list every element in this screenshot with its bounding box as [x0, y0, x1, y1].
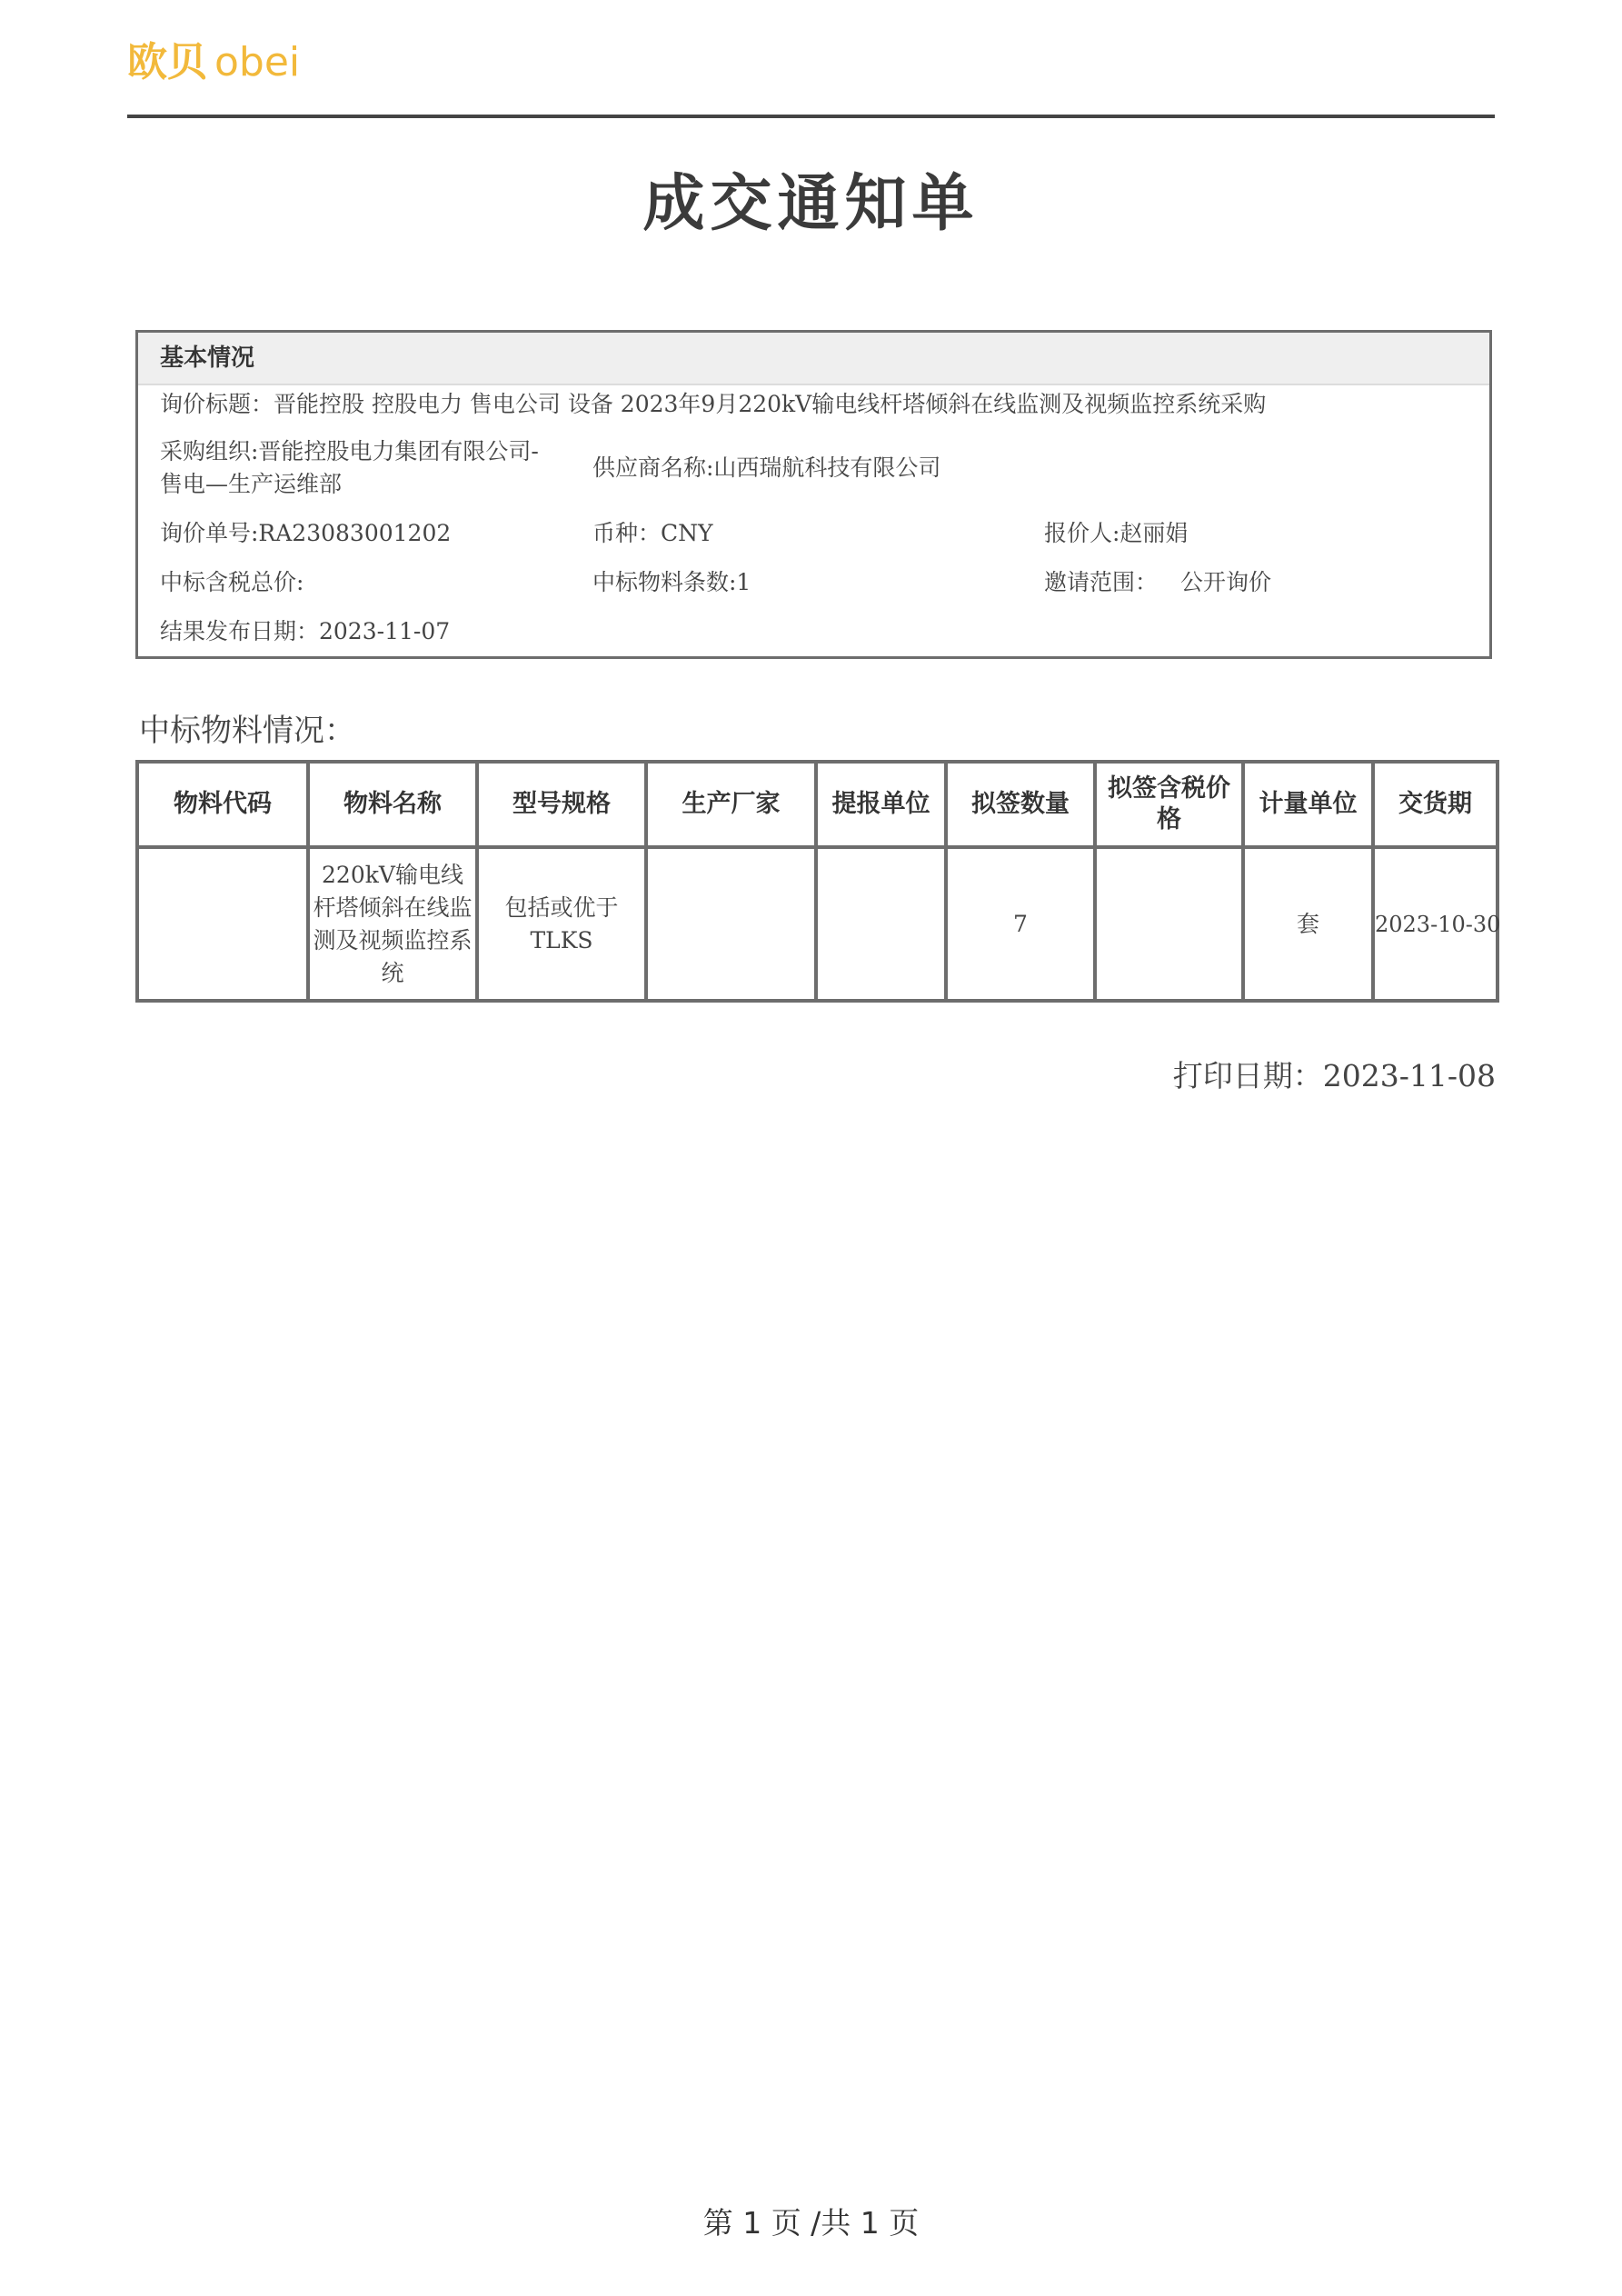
invite-scope-value: 公开询价 — [1180, 569, 1272, 595]
materials-table — [135, 760, 1499, 1003]
column-header: 型号规格 — [477, 762, 646, 847]
publish-date: 结果发布日期：2023-11-07 — [160, 618, 451, 644]
delivery-date-cell: 2023-10-30 — [1373, 847, 1498, 1001]
total-price: 中标含税总价: — [160, 569, 304, 595]
currency: 币种：CNY — [592, 520, 713, 546]
supplier-name: 供应商名称:山西瑞航科技有限公司 — [592, 454, 941, 481]
quoter: 报价人:赵丽娟 — [1044, 520, 1189, 546]
print-date: 打印日期：2023-11-08 — [1172, 1058, 1496, 1093]
obei-logo — [127, 33, 318, 87]
column-header: 生产厂家 — [646, 762, 816, 847]
column-header: 物料代码 — [137, 762, 308, 847]
item-count: 中标物料条数:1 — [592, 569, 751, 595]
page-number: 第 1 页 /共 1 页 — [702, 2205, 920, 2241]
column-header: 提报单位 — [816, 762, 946, 847]
obei-logo-icon — [127, 34, 318, 86]
table-row — [137, 847, 1498, 1001]
column-header: 计量单位 — [1243, 762, 1373, 847]
svg-text:欧贝: 欧贝 — [127, 39, 207, 85]
reporting-unit-cell — [816, 847, 946, 1001]
materials-section-title: 中标物料情况： — [139, 713, 355, 749]
column-header: 交货期 — [1373, 762, 1498, 847]
basic-info-panel — [135, 330, 1492, 659]
column-header: 拟签数量 — [946, 762, 1095, 847]
material-name-cell: 220kV输电线杆塔倾斜在线监测及视频监控系统 — [308, 847, 477, 1001]
unit-cell: 套 — [1243, 847, 1373, 1001]
purchasing-org-line1: 采购组织:晋能控股电力集团有限公司- — [160, 438, 539, 464]
price-cell — [1095, 847, 1243, 1001]
inquiry-number: 询价单号:RA23083001202 — [160, 520, 452, 546]
column-header: 物料名称 — [308, 762, 477, 847]
inquiry-title: 询价标题：晋能控股 控股电力 售电公司 设备 2023年9月220kV输电线杆塔倾斜在线监测及视频监控系统采购 — [160, 391, 1267, 417]
material-code-cell — [137, 847, 308, 1001]
table-header-row — [137, 762, 1498, 847]
purchasing-org-line2: 售电—生产运维部 — [160, 471, 343, 497]
invite-scope-label: 邀请范围： — [1044, 569, 1159, 595]
manufacturer-cell — [646, 847, 816, 1001]
column-header: 拟签含税价格 — [1095, 762, 1243, 847]
document-title: 成交通知单 — [642, 168, 980, 240]
header-rule — [127, 115, 1495, 118]
basic-info-heading: 基本情况 — [138, 333, 1489, 385]
quantity-cell: 7 — [946, 847, 1095, 1001]
svg-text:obei: obei — [214, 39, 301, 85]
model-spec-cell: 包括或优于TLKS — [477, 847, 646, 1001]
